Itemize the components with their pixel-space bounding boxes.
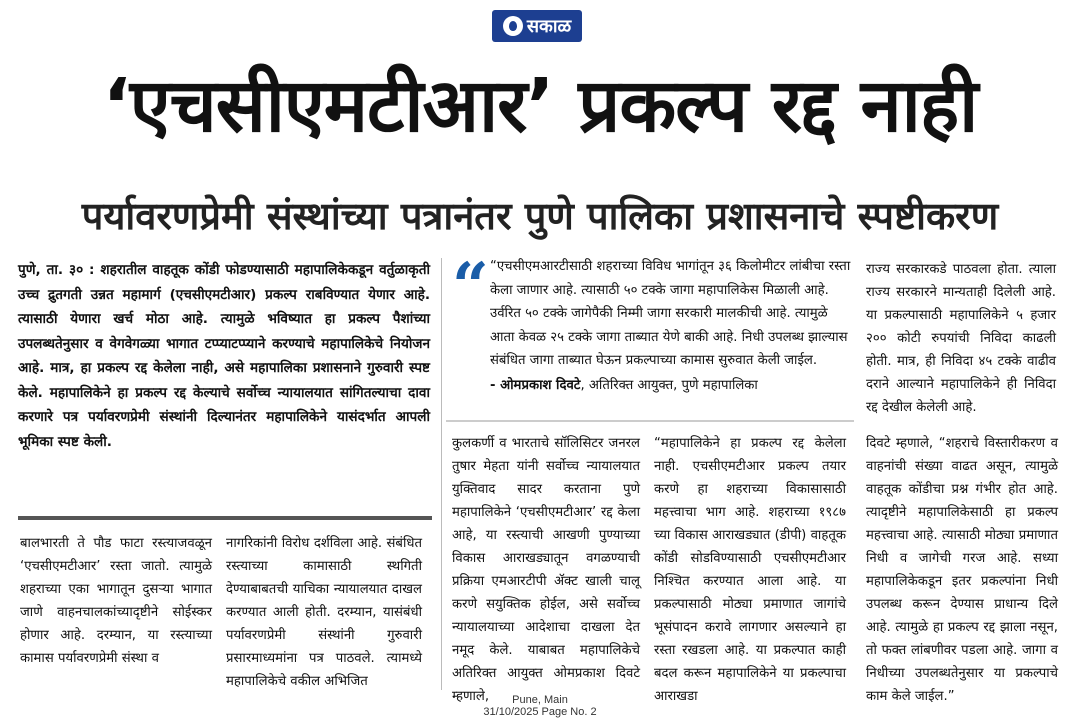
quote-designation: , अतिरिक्त आयुक्त, पुणे महापालिका (580, 377, 758, 393)
logo-text: सकाळ (526, 16, 572, 37)
article-column-3: कुलकर्णी व भारताचे सॉलिसिटर जनरल तुषार मेहता यांनी सर्वोच्च न्यायालयात युक्तिवाद सादर करताना पुणे महापालिकेने ‘एचसीएमटीआर’ रद्द केला आहे, या रस्त्याची आखणी पुण्याच्या विकास आराखड्यातून वगळण्याची प्रक्रिया एमआरटीपी ॲक्ट खाली चालू करणे सयुक्तिक होईल, असे सर्वोच्च न्यायालयाच्या आदेशाचा दाखला देत नमूद केले. याबाबत महापालिकेचे अतिरिक्त आयुक्त ओमप्रकाश दिवटे म्हणाले, (452, 436, 640, 704)
article-column-5: दिवटे म्हणाले, “शहराचे विस्तारीकरण व वाहनांची संख्या वाढत असून, त्यामुळे वाहतूक कोंडीचा प्रश्न गंभीर होत आहे. त्यादृष्टीने महापालिकेसाठी हा प्रकल्प महत्त्वाचा आहे. त्यासाठी मोठ्या प्रमाणात निधी व जागेची गरज आहे. सध्या महापालिकेकडून इतर प्रकल्पांना निधी उपलब्ध करून देण्यास प्राधान्य दिले आहे. त्यामुळे हा प्रकल्प रद्द झाला नसून, तो फक्त लांबणीवर पडला आहे. जागा व निधीच्या उपलब्धतेनुसार या प्रकल्पाचे काम केले जाईल.” (866, 436, 1058, 704)
article-column-2: नागरिकांनी विरोध दर्शविला आहे. संबंधित रस्त्याच्या कामासाठी स्थगिती देण्याबाबतची याचिका न्यायालयात दाखल करण्यात आली होती. दरम्यान, यासंबंधी पर्यावरणप्रेमी संस्थांनी गुरुवारी प्रसारमाध्यमांना पत्र पाठवले. त्यामध्ये महापालिकेचे वकील अभिजित (226, 536, 422, 689)
headline: ‘एचसीएमटीआर’ प्रकल्प रद्द नाही (102, 63, 978, 149)
article-column-top-right: राज्य सरकारकडे पाठवला होता. त्याला राज्य सरकारने मान्यताही दिलेली आहे. या प्रकल्पासाठी महापालिकेने ५ हजार २०० कोटी रुपयांची निविदा काढली होती. मात्र, ही निविदा ४५ टक्के वाढीव दराने आल्याने महापालिकेने ही निविदा रद्द देखील केलेली आहे. (866, 262, 1056, 415)
quote-mark-icon: “ (452, 249, 489, 324)
newspaper-logo (492, 10, 582, 42)
page-footer (480, 694, 600, 718)
article-column-4: “महापालिकेने हा प्रकल्प रद्द केलेला नाही. एचसीएमटीआर प्रकल्प तयार करणे हा शहराच्या विकासासाठी महत्त्वाचा भाग आहे. शहराच्या १९८७ च्या विकास आराखड्यात (डीपी) वाहतूक कोंडी सोडविण्यासाठी एचसीएमटीआर निश्चित करण्यात आला आहे. या प्रकल्पासाठी मोठ्या प्रमाणात जागांचे भूसंपादन करावे लागणार असल्याने हा रस्ता रखडला आहे. या प्रकल्पात काही बदल करून महापालिकेने या प्रकल्पाचा आराखडा (654, 436, 846, 704)
article-column-1: बालभारती ते पौड फाटा रस्त्याजवळून ‘एचसीएमटीआर’ रस्ता जातो. त्यामुळे शहराच्या एका भागातून दुसऱ्या भागात जाणे वाहनचालकांच्यादृष्टीने सोईस्कर होणार आहे. दरम्यान, या रस्त्याच्या कामास पर्यावरणप्रेमी संस्था व (20, 536, 212, 666)
sakal-emblem-icon (503, 16, 523, 36)
column-divider (441, 258, 442, 690)
subheadline: पर्यावरणप्रेमी संस्थांच्या पत्रानंतर पुणे पालिका प्रशासनाचे स्पष्टीकरण (81, 194, 999, 238)
quote-author: - ओमप्रकाश दिवटे (490, 377, 581, 393)
lead-divider (18, 516, 432, 520)
quote-divider (446, 420, 854, 422)
lead-paragraph: पुणे, ता. ३० : शहरातील वाहतूक कोंडी फोडण्यासाठी महापालिकेकडून वर्तुळाकृती उच्च द्रुतगती उन्नत महामार्ग (एचसीएमटीआर) प्रकल्प राबविण्यात येणार आहे. त्यासाठी येणारा खर्च मोठा आहे. त्यामुळे भविष्यात हा प्रकल्प पैशांच्या उपलब्धतेनुसार व वेगवेगळ्या भागात टप्प्याटप्प्याने करण्याचे महापालिकेचे नियोजन आहे. मात्र, हा प्रकल्प रद्द केलेला नाही, असे महापालिका प्रशासनाने गुरुवारी स्पष्ट केले. महापालिकेने हा प्रकल्प रद्द केल्याचे सर्वोच्च न्यायालयात सांगितल्याचा दावा करणारे पत्र पर्यावरणप्रेमी संस्थांनी दिल्यानंतर महापालिकेने यासंदर्भात आपली भूमिका स्पष्ट केली. (18, 262, 430, 450)
pull-quote-text: “एचसीएमआरटीसाठी शहराच्या विविध भागांतून ३६ किलोमीटर लांबीचा रस्ता केला जाणार आहे. त्यासाठी ५० टक्के जागा महापालिकेस मिळाली आहे. उर्वरित ५० टक्के जागेपैकी निम्मी जागा सरकारी मालकीची आहे. त्यामुळे आता केवळ २५ टक्के जागा ताब्यात येणे बाकी आहे. निधी उपलब्ध झाल्यास संबंधित जागा ताब्यात घेऊन प्रकल्पाच्या कामास सुरुवात केली जाईल. (490, 259, 851, 368)
pull-quote-attribution (490, 375, 852, 397)
edition-label: Pune, Main (512, 694, 568, 706)
date-page-label: 31/10/2025 Page No. 2 (483, 706, 597, 718)
pull-quote (490, 255, 852, 405)
